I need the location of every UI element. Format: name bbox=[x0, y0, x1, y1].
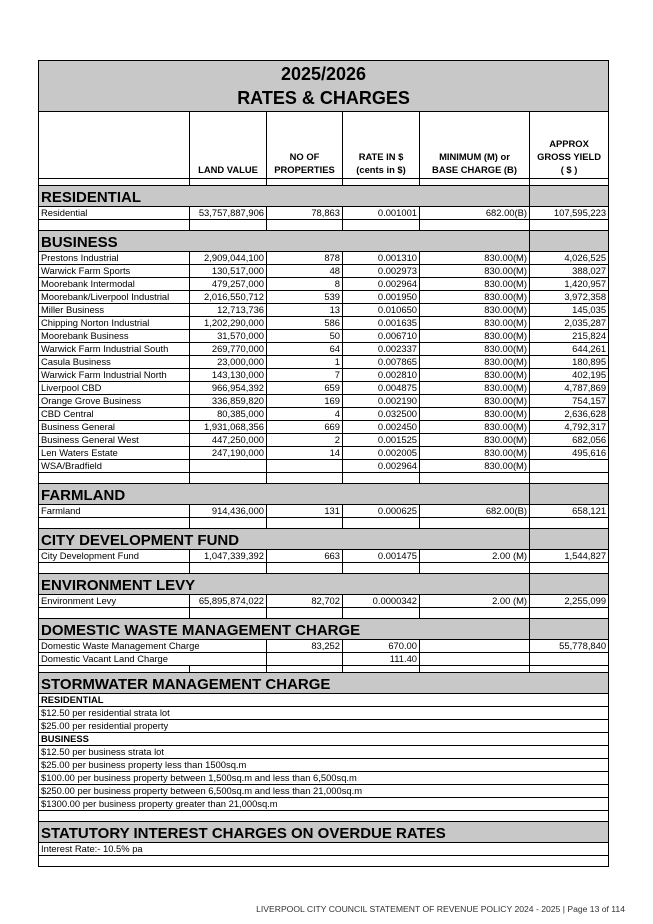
rate-value: 0.002810 bbox=[343, 369, 420, 382]
spacer-cell bbox=[530, 473, 609, 484]
land-value: 65,895,874,022 bbox=[190, 595, 267, 608]
table-row bbox=[39, 382, 609, 395]
section-title: RESIDENTIAL bbox=[39, 186, 530, 207]
category-name: Liverpool CBD bbox=[39, 382, 190, 395]
table-row bbox=[39, 550, 609, 563]
property-count: 48 bbox=[267, 265, 343, 278]
rate-value: 0.001001 bbox=[343, 207, 420, 220]
table-row bbox=[39, 395, 609, 408]
category-name: Moorebank Intermodal bbox=[39, 278, 190, 291]
rates-document bbox=[38, 60, 608, 867]
land-value: 2,909,044,100 bbox=[190, 252, 267, 265]
category-name: Environment Levy bbox=[39, 595, 190, 608]
minimum-charge: 2.00 (M) bbox=[420, 550, 530, 563]
rate-value: 0.002337 bbox=[343, 343, 420, 356]
rate-value: 0.002450 bbox=[343, 421, 420, 434]
category-name: Casula Business bbox=[39, 356, 190, 369]
list-item bbox=[39, 772, 609, 785]
stormwater-charge: $250.00 per business property between 6,500sq.m and less than 21,000sq.m bbox=[39, 785, 609, 798]
table-row bbox=[39, 408, 609, 421]
section-title: BUSINESS bbox=[39, 231, 530, 252]
stormwater-charge: $1300.00 per business property greater than 21,000sq.m bbox=[39, 798, 609, 811]
section-blank bbox=[530, 529, 609, 550]
section-blank bbox=[530, 619, 609, 640]
spacer-cell bbox=[39, 220, 190, 231]
land-value: 1,931,068,356 bbox=[190, 421, 267, 434]
minimum-charge: 830.00(M) bbox=[420, 343, 530, 356]
minimum-charge: 830.00(M) bbox=[420, 252, 530, 265]
table-row bbox=[39, 265, 609, 278]
property-count: 669 bbox=[267, 421, 343, 434]
category-name: Residential bbox=[39, 207, 190, 220]
table-row bbox=[39, 356, 609, 369]
category-name: Domestic Vacant Land Charge bbox=[39, 653, 267, 666]
minimum-charge: 830.00(M) bbox=[420, 408, 530, 421]
spacer-row bbox=[39, 856, 609, 867]
rate-value: 0.001310 bbox=[343, 252, 420, 265]
rate-value: 0.002964 bbox=[343, 278, 420, 291]
spacer-cell bbox=[343, 179, 420, 186]
gross-yield: 754,157 bbox=[530, 395, 609, 408]
title-row bbox=[39, 61, 609, 112]
property-count: 14 bbox=[267, 447, 343, 460]
spacer-cell bbox=[267, 608, 343, 619]
stormwater-charge: $25.00 per business property less than 1500sq.m bbox=[39, 759, 609, 772]
property-count bbox=[267, 653, 343, 666]
rate-value: 0.006710 bbox=[343, 330, 420, 343]
section-blank bbox=[530, 484, 609, 505]
spacer-cell bbox=[39, 856, 609, 867]
header-properties: NO OF PROPERTIES bbox=[267, 112, 343, 179]
section-heading-residential bbox=[39, 186, 609, 207]
land-value: 2,016,550,712 bbox=[190, 291, 267, 304]
minimum-charge: 682.00(B) bbox=[420, 505, 530, 518]
land-value: 479,257,000 bbox=[190, 278, 267, 291]
table-row bbox=[39, 640, 609, 653]
table-row bbox=[39, 434, 609, 447]
spacer-cell bbox=[39, 811, 609, 822]
title-year: 2025/2026 bbox=[280, 64, 367, 84]
gross-yield: 2,255,099 bbox=[530, 595, 609, 608]
land-value: 80,385,000 bbox=[190, 408, 267, 421]
category-name: CBD Central bbox=[39, 408, 190, 421]
minimum-charge: 830.00(M) bbox=[420, 382, 530, 395]
rate-value: 0.001635 bbox=[343, 317, 420, 330]
land-value: 1,202,290,000 bbox=[190, 317, 267, 330]
property-count: 131 bbox=[267, 505, 343, 518]
spacer-cell bbox=[39, 518, 190, 529]
spacer-cell bbox=[343, 666, 420, 673]
property-count: 7 bbox=[267, 369, 343, 382]
minimum-charge: 830.00(M) bbox=[420, 447, 530, 460]
gross-yield: 1,420,957 bbox=[530, 278, 609, 291]
section-blank bbox=[530, 574, 609, 595]
category-name: WSA/Bradfield bbox=[39, 460, 190, 473]
land-value: 143,130,000 bbox=[190, 369, 267, 382]
spacer-cell bbox=[190, 179, 267, 186]
stormwater-charge: $12.50 per business strata lot bbox=[39, 746, 609, 759]
rate-value: 0.001525 bbox=[343, 434, 420, 447]
stormwater-charge: $25.00 per residential property bbox=[39, 720, 609, 733]
property-count: 64 bbox=[267, 343, 343, 356]
list-item bbox=[39, 785, 609, 798]
table-row bbox=[39, 317, 609, 330]
minimum-charge: 830.00(M) bbox=[420, 291, 530, 304]
land-value: 966,954,392 bbox=[190, 382, 267, 395]
spacer-cell bbox=[343, 563, 420, 574]
category-name: Warwick Farm Industrial South bbox=[39, 343, 190, 356]
charge-value: 111.40 bbox=[343, 653, 420, 666]
header-rate: RATE IN $ (cents in $) bbox=[343, 112, 420, 179]
table-row bbox=[39, 343, 609, 356]
spacer-cell bbox=[39, 563, 190, 574]
gross-yield: 2,035,287 bbox=[530, 317, 609, 330]
section-heading-domestic-waste bbox=[39, 619, 609, 640]
gross-yield: 658,121 bbox=[530, 505, 609, 518]
header-name bbox=[39, 112, 190, 179]
property-count: 663 bbox=[267, 550, 343, 563]
rate-value: 0.007865 bbox=[343, 356, 420, 369]
rates-table bbox=[38, 60, 609, 867]
rate-value: 0.002005 bbox=[343, 447, 420, 460]
minimum-charge: 682.00(B) bbox=[420, 207, 530, 220]
spacer-cell bbox=[39, 179, 190, 186]
section-title: ENVIRONMENT LEVY bbox=[39, 574, 530, 595]
table-row bbox=[39, 252, 609, 265]
spacer-cell bbox=[190, 666, 267, 673]
gross-yield: 55,778,840 bbox=[530, 640, 609, 653]
gross-yield bbox=[530, 460, 609, 473]
spacer-cell bbox=[267, 179, 343, 186]
rate-value: 0.004875 bbox=[343, 382, 420, 395]
page-footer: LIVERPOOL CITY COUNCIL STATEMENT OF REVENUE POLICY 2024 - 2025 | Page 13 of 114 bbox=[256, 904, 625, 914]
spacer-cell bbox=[343, 473, 420, 484]
list-item bbox=[39, 759, 609, 772]
spacer-cell bbox=[530, 608, 609, 619]
land-value: 53,757,887,906 bbox=[190, 207, 267, 220]
land-value: 269,770,000 bbox=[190, 343, 267, 356]
header-row bbox=[39, 112, 609, 179]
table-row bbox=[39, 653, 609, 666]
minimum-charge: 830.00(M) bbox=[420, 265, 530, 278]
spacer-cell bbox=[190, 518, 267, 529]
category-name: Business General West bbox=[39, 434, 190, 447]
gross-yield: 3,972,358 bbox=[530, 291, 609, 304]
section-heading-city-development-fund bbox=[39, 529, 609, 550]
section-heading-statutory-interest bbox=[39, 822, 609, 843]
title-main: RATES & CHARGES bbox=[237, 88, 410, 108]
gross-yield: 1,544,827 bbox=[530, 550, 609, 563]
minimum-charge: 830.00(M) bbox=[420, 421, 530, 434]
rate-value: 0.0000342 bbox=[343, 595, 420, 608]
category-name: Warwick Farm Sports bbox=[39, 265, 190, 278]
property-count bbox=[267, 460, 343, 473]
rate-value: 0.002964 bbox=[343, 460, 420, 473]
property-count: 1 bbox=[267, 356, 343, 369]
stormwater-charge: $12.50 per residential strata lot bbox=[39, 707, 609, 720]
list-item bbox=[39, 720, 609, 733]
spacer-cell bbox=[420, 608, 530, 619]
spacer-cell bbox=[420, 666, 530, 673]
category-name: Business General bbox=[39, 421, 190, 434]
land-value: 130,517,000 bbox=[190, 265, 267, 278]
spacer-row bbox=[39, 666, 609, 673]
gross-yield: 682,056 bbox=[530, 434, 609, 447]
spacer-row bbox=[39, 608, 609, 619]
section-title: FARMLAND bbox=[39, 484, 530, 505]
table-row bbox=[39, 447, 609, 460]
category-name: Chipping Norton Industrial bbox=[39, 317, 190, 330]
table-row bbox=[39, 505, 609, 518]
table-row bbox=[39, 460, 609, 473]
category-name: Domestic Waste Management Charge bbox=[39, 640, 267, 653]
table-row bbox=[39, 330, 609, 343]
table-row bbox=[39, 278, 609, 291]
table-row bbox=[39, 291, 609, 304]
header-minimum: MINIMUM (M) or BASE CHARGE (B) bbox=[420, 112, 530, 179]
rate-value: 0.010650 bbox=[343, 304, 420, 317]
land-value: 914,436,000 bbox=[190, 505, 267, 518]
spacer-cell bbox=[190, 473, 267, 484]
land-value: 31,570,000 bbox=[190, 330, 267, 343]
spacer-cell bbox=[190, 563, 267, 574]
header-yield: APPROX GROSS YIELD ( $ ) bbox=[530, 112, 609, 179]
rate-value: 0.002973 bbox=[343, 265, 420, 278]
category-name: Miller Business bbox=[39, 304, 190, 317]
header-land-value: LAND VALUE bbox=[190, 112, 267, 179]
minimum-charge: 830.00(M) bbox=[420, 317, 530, 330]
property-count: 659 bbox=[267, 382, 343, 395]
category-name: Prestons Industrial bbox=[39, 252, 190, 265]
land-value: 12,713,736 bbox=[190, 304, 267, 317]
gross-yield: 402,195 bbox=[530, 369, 609, 382]
minimum-charge: 2.00 (M) bbox=[420, 595, 530, 608]
gross-yield: 180,895 bbox=[530, 356, 609, 369]
land-value bbox=[190, 460, 267, 473]
section-blank bbox=[530, 186, 609, 207]
property-count: 83,252 bbox=[267, 640, 343, 653]
spacer-cell bbox=[267, 473, 343, 484]
rate-value: 0.001950 bbox=[343, 291, 420, 304]
spacer-cell bbox=[530, 518, 609, 529]
gross-yield: 107,595,223 bbox=[530, 207, 609, 220]
section-title: STORMWATER MANAGEMENT CHARGE bbox=[39, 673, 609, 694]
gross-yield bbox=[530, 653, 609, 666]
spacer-cell bbox=[267, 563, 343, 574]
spacer-cell bbox=[343, 608, 420, 619]
table-row bbox=[39, 207, 609, 220]
sub-heading-residential bbox=[39, 694, 609, 707]
list-item bbox=[39, 798, 609, 811]
category-name: City Development Fund bbox=[39, 550, 190, 563]
sub-heading-business bbox=[39, 733, 609, 746]
property-count: 169 bbox=[267, 395, 343, 408]
section-heading-farmland bbox=[39, 484, 609, 505]
category-name: Len Waters Estate bbox=[39, 447, 190, 460]
gross-yield: 4,026,525 bbox=[530, 252, 609, 265]
property-count: 78,863 bbox=[267, 207, 343, 220]
list-item bbox=[39, 746, 609, 759]
property-count: 586 bbox=[267, 317, 343, 330]
stormwater-charge: $100.00 per business property between 1,500sq.m and less than 6,500sq.m bbox=[39, 772, 609, 785]
property-count: 50 bbox=[267, 330, 343, 343]
minimum-charge: 830.00(M) bbox=[420, 304, 530, 317]
list-item bbox=[39, 707, 609, 720]
category-name: Orange Grove Business bbox=[39, 395, 190, 408]
minimum-charge: 830.00(M) bbox=[420, 460, 530, 473]
gross-yield: 2,636,628 bbox=[530, 408, 609, 421]
spacer-cell bbox=[420, 563, 530, 574]
gross-yield: 495,616 bbox=[530, 447, 609, 460]
spacer-row bbox=[39, 518, 609, 529]
rate-value: 0.001475 bbox=[343, 550, 420, 563]
section-title: STATUTORY INTEREST CHARGES ON OVERDUE RATES bbox=[39, 822, 609, 843]
spacer-row bbox=[39, 473, 609, 484]
section-heading-environment-levy bbox=[39, 574, 609, 595]
minimum-charge: 830.00(M) bbox=[420, 369, 530, 382]
land-value: 23,000,000 bbox=[190, 356, 267, 369]
page-title bbox=[39, 61, 609, 112]
spacer-cell bbox=[267, 666, 343, 673]
property-count: 878 bbox=[267, 252, 343, 265]
spacer-cell bbox=[39, 473, 190, 484]
spacer-cell bbox=[39, 608, 190, 619]
section-title: CITY DEVELOPMENT FUND bbox=[39, 529, 530, 550]
property-count: 539 bbox=[267, 291, 343, 304]
land-value: 336,859,820 bbox=[190, 395, 267, 408]
spacer-cell bbox=[190, 608, 267, 619]
gross-yield: 215,824 bbox=[530, 330, 609, 343]
table-row bbox=[39, 304, 609, 317]
table-row bbox=[39, 369, 609, 382]
minimum-charge bbox=[420, 640, 530, 653]
rate-value: 0.002190 bbox=[343, 395, 420, 408]
property-count: 8 bbox=[267, 278, 343, 291]
charge-value: 670.00 bbox=[343, 640, 420, 653]
minimum-charge: 830.00(M) bbox=[420, 330, 530, 343]
gross-yield: 4,792,317 bbox=[530, 421, 609, 434]
sub-heading: BUSINESS bbox=[39, 733, 609, 746]
spacer-cell bbox=[530, 220, 609, 231]
property-count: 13 bbox=[267, 304, 343, 317]
spacer-cell bbox=[530, 179, 609, 186]
spacer-cell bbox=[530, 666, 609, 673]
sub-heading: RESIDENTIAL bbox=[39, 694, 609, 707]
minimum-charge: 830.00(M) bbox=[420, 434, 530, 447]
spacer-cell bbox=[267, 518, 343, 529]
spacer-cell bbox=[190, 220, 267, 231]
gross-yield: 145,035 bbox=[530, 304, 609, 317]
rate-value: 0.032500 bbox=[343, 408, 420, 421]
minimum-charge bbox=[420, 653, 530, 666]
category-name: Moorebank Business bbox=[39, 330, 190, 343]
interest-rate: Interest Rate:- 10.5% pa bbox=[39, 843, 609, 856]
section-heading-business bbox=[39, 231, 609, 252]
interest-row bbox=[39, 843, 609, 856]
spacer-cell bbox=[420, 518, 530, 529]
spacer-cell bbox=[267, 220, 343, 231]
category-name: Warwick Farm Industrial North bbox=[39, 369, 190, 382]
table-row bbox=[39, 595, 609, 608]
spacer-cell bbox=[420, 220, 530, 231]
spacer-row bbox=[39, 220, 609, 231]
table-row bbox=[39, 421, 609, 434]
section-heading-stormwater bbox=[39, 673, 609, 694]
rate-value: 0.000625 bbox=[343, 505, 420, 518]
spacer-cell bbox=[420, 179, 530, 186]
land-value: 1,047,339,392 bbox=[190, 550, 267, 563]
property-count: 82,702 bbox=[267, 595, 343, 608]
category-name: Moorebank/Liverpool Industrial bbox=[39, 291, 190, 304]
spacer-cell bbox=[420, 473, 530, 484]
minimum-charge: 830.00(M) bbox=[420, 356, 530, 369]
minimum-charge: 830.00(M) bbox=[420, 395, 530, 408]
category-name: Farmland bbox=[39, 505, 190, 518]
spacer-cell bbox=[530, 563, 609, 574]
spacer-cell bbox=[343, 220, 420, 231]
land-value: 447,250,000 bbox=[190, 434, 267, 447]
property-count: 4 bbox=[267, 408, 343, 421]
minimum-charge: 830.00(M) bbox=[420, 278, 530, 291]
spacer-row bbox=[39, 179, 609, 186]
land-value: 247,190,000 bbox=[190, 447, 267, 460]
property-count: 2 bbox=[267, 434, 343, 447]
spacer-cell bbox=[343, 518, 420, 529]
spacer-row bbox=[39, 811, 609, 822]
gross-yield: 4,787,869 bbox=[530, 382, 609, 395]
gross-yield: 388,027 bbox=[530, 265, 609, 278]
spacer-row bbox=[39, 563, 609, 574]
section-blank bbox=[530, 231, 609, 252]
section-title: DOMESTIC WASTE MANAGEMENT CHARGE bbox=[39, 619, 530, 640]
spacer-cell bbox=[39, 666, 190, 673]
gross-yield: 644,261 bbox=[530, 343, 609, 356]
